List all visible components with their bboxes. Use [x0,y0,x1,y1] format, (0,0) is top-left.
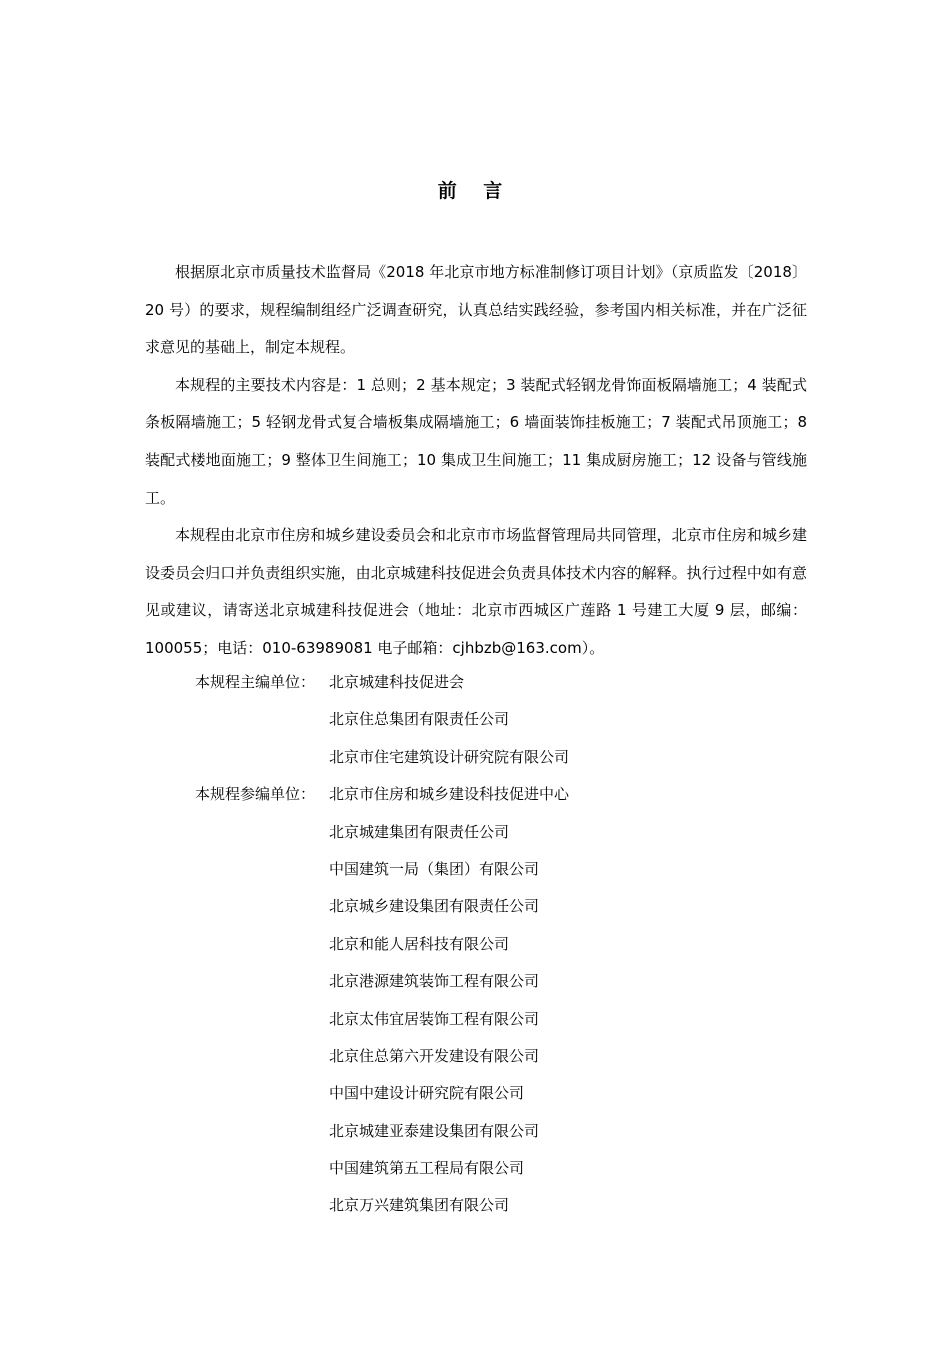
unit-name: 北京城建集团有限责任公司 [329,822,510,841]
unit-row [145,1001,807,1038]
unit-name: 北京住总第六开发建设有限公司 [329,1046,540,1065]
unit-name: 中国建筑一局（集团）有限公司 [329,859,540,878]
unit-name: 北京城乡建设集团有限责任公司 [329,897,540,916]
unit-name: 北京和能人居科技有限公司 [329,934,510,953]
unit-row [145,814,807,851]
unit-row [145,1113,807,1150]
preface-body [145,254,807,668]
unit-row [145,926,807,963]
unit-row [145,739,807,776]
unit-name: 北京城建亚泰建设集团有限公司 [329,1121,540,1140]
unit-row [145,851,807,888]
participating-units-label: 本规程参编单位： [195,785,316,804]
chief-units-label: 本规程主编单位： [195,673,316,691]
unit-row [145,1038,807,1075]
unit-name: 北京太伟宜居装饰工程有限公司 [329,1009,540,1028]
unit-name: 北京港源建筑装饰工程有限公司 [329,972,540,991]
unit-row [145,963,807,1000]
chief-units-group [145,664,807,776]
unit-row [145,701,807,738]
unit-name: 北京城建科技促进会 [329,673,465,691]
participating-units-group [145,776,807,1225]
unit-name: 北京市住宅建筑设计研究院有限公司 [329,747,570,766]
unit-name: 北京万兴建筑集团有限公司 [329,1196,510,1215]
paragraph-management: 本规程由北京市住房和城乡建设委员会和北京市市场监督管理局共同管理，北京市住房和城乡建设委员会归口并负责组织实施，由北京城建科技促进会负责具体技术内容的解释。执行过程中如有意见或建议，请寄送北京城建科技促进会（地址：北京市西城区广莲路 1 号建工大厦 9 层，邮编：100055；电话：010-63989081 电子邮箱：cjhbzb@163.com）。 [145,526,807,657]
unit-row [145,888,807,925]
paragraph-contents: 本规程的主要技术内容是：1 总则；2 基本规定；3 装配式轻钢龙骨饰面板隔墙施工；4 装配式条板隔墙施工；5 轻钢龙骨式复合墙板集成隔墙施工；6 墙面装饰挂板施工；7 装配式吊顶施工；8 装配式楼地面施工；9 整体卫生间施工；10 集成卫生间施工；11 集成厨房施工；12 设备与管线施工。 [145,375,807,507]
unit-name: 北京住总集团有限责任公司 [329,710,510,729]
unit-name: 中国中建设计研究院有限公司 [329,1084,525,1103]
unit-row [145,776,807,813]
unit-row [145,1150,807,1187]
unit-row [145,1187,807,1224]
unit-name: 中国建筑第五工程局有限公司 [329,1159,525,1178]
unit-name: 北京市住房和城乡建设科技促进中心 [329,785,570,804]
unit-row [145,1075,807,1112]
units-section [145,664,807,1225]
paragraph-basis: 根据原北京市质量技术监督局《2018 年北京市地方标准制修订项目计划》（京质监发〔2018〕20 号）的要求，规程编制组经广泛调查研究，认真总结实践经验，参考国内相关标准，并在广泛征求意见的基础上，制定本规程。 [145,263,807,357]
page-title: 前 言 [437,180,513,202]
unit-row [145,664,807,701]
